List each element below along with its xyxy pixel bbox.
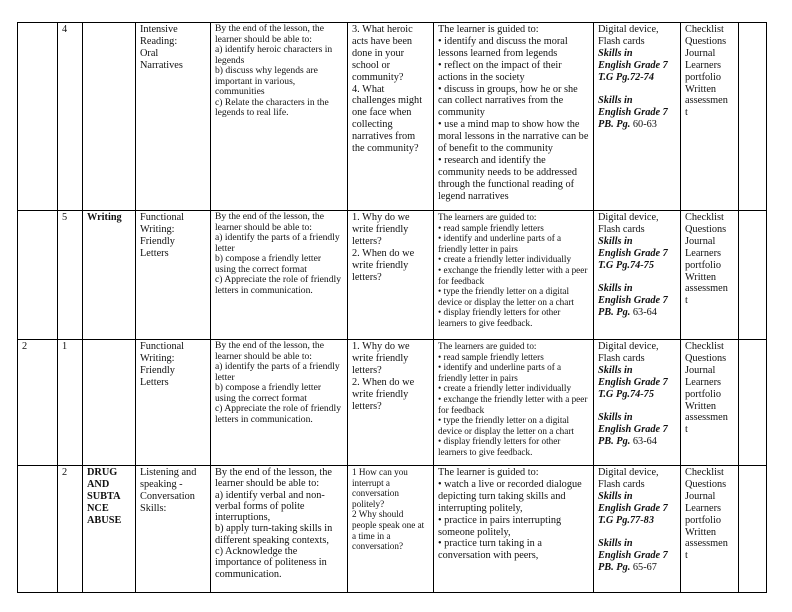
scheme-of-work-table xyxy=(17,22,767,593)
lesson-cell: 4 xyxy=(58,23,83,211)
week-cell xyxy=(18,23,58,211)
week-cell: 2 xyxy=(18,340,58,466)
table-row xyxy=(18,23,767,211)
week-cell xyxy=(18,466,58,593)
learning-experiences-cell: The learners are guided to: • read sample friendly letters • identify and underline parts of a friendly letter in pairs • create a friendly letter individually • exchange the friendly letter with a peer for feedback • type the friendly letter on a digital device or display the letter on a chart • display friendly letters for other learners to give feedback. xyxy=(434,340,594,466)
resource-text: 60-63 xyxy=(630,119,657,131)
sub-strand-cell: Intensive Reading: Oral Narratives xyxy=(136,23,211,211)
resources-cell xyxy=(594,23,681,211)
strand-cell: DRUG AND SUBTA NCE ABUSE xyxy=(83,466,136,593)
resources-cell xyxy=(594,340,681,466)
strand-cell: Writing xyxy=(83,211,136,340)
reflection-cell xyxy=(739,211,767,340)
sub-strand-cell: Functional Writing: Friendly Letters xyxy=(136,211,211,340)
resource-text: Skills in English Grade 7 T.G Pg.74-75 xyxy=(598,235,668,271)
resource-text: Skills in English Grade 7 T.G Pg.72-74 xyxy=(598,47,668,83)
inquiry-questions-cell: 3. What heroic acts have been done in your school or community? 4. What challenges might one face when collecting narratives from the community? xyxy=(348,23,434,211)
assessment-cell: Checklist Questions Journal Learners portfolio Written assessmen t xyxy=(681,466,739,593)
learning-experiences-cell: The learners are guided to: • read sample friendly letters • identify and underline parts of a friendly letter in pairs • create a friendly letter individually • exchange the friendly letter with a peer for feedback • type the friendly letter on a digital device or display the letter on a chart • display friendly letters for other learners to give feedback. xyxy=(434,211,594,340)
resource-text: Skills in English Grade 7 T.G Pg.77-83 xyxy=(598,490,668,526)
strand-cell xyxy=(83,340,136,466)
resource-text: 63-64 xyxy=(630,436,657,448)
inquiry-questions-cell: 1. Why do we write friendly letters? 2. When do we write friendly letters? xyxy=(348,340,434,466)
learning-experiences-cell: The learner is guided to: • identify and discuss the moral lessons learned from legends • reflect on the impact of their actions in the society • discuss in groups, how he or she can collect narratives from the community • use a mind map to show how the moral lessons in the narrative can be of benefit to the community • research and identify the community needs to be addressed through the functional reading of legend narratives xyxy=(434,23,594,211)
learning-outcomes-cell: By the end of the lesson, the learner should be able to: a) identify heroic characters in legends b) discuss why legends are important in various, communities c) Relate the characters in the legends to real life. xyxy=(211,23,348,211)
lesson-cell: 2 xyxy=(58,466,83,593)
table-row xyxy=(18,340,767,466)
assessment-cell: Checklist Questions Journal Learners portfolio Written assessmen t xyxy=(681,211,739,340)
learning-outcomes-cell: By the end of the lesson, the learner should be able to: a) identify the parts of a friendly letter b) compose a friendly letter using the correct format c) Appreciate the role of friendly letters in communication. xyxy=(211,211,348,340)
resource-text: Skills in English Grade 7 T.G Pg.74-75 xyxy=(598,364,668,400)
reflection-cell xyxy=(739,340,767,466)
table-row xyxy=(18,466,767,593)
resource-text: Skills in English Grade 7 PB. Pg. xyxy=(598,95,668,131)
resource-text: Digital device, Flash cards xyxy=(598,467,659,490)
week-cell xyxy=(18,211,58,340)
assessment-cell: Checklist Questions Journal Learners portfolio Written assessmen t xyxy=(681,23,739,211)
learning-outcomes-cell: By the end of the lesson, the learner should be able to: a) identify the parts of a friendly letter b) compose a friendly letter using the correct format c) Appreciate the role of friendly letters in communication. xyxy=(211,340,348,466)
resources-cell xyxy=(594,211,681,340)
lesson-cell: 1 xyxy=(58,340,83,466)
resources-cell xyxy=(594,466,681,593)
resource-text: Digital device, Flash cards xyxy=(598,24,659,47)
resource-text: Digital device, Flash cards xyxy=(598,212,659,235)
lesson-cell: 5 xyxy=(58,211,83,340)
reflection-cell xyxy=(739,466,767,593)
sub-strand-cell: Functional Writing: Friendly Letters xyxy=(136,340,211,466)
resource-text: Skills in English Grade 7 PB. Pg. xyxy=(598,538,668,574)
sub-strand-cell: Listening and speaking - Conversation Skills: xyxy=(136,466,211,593)
resource-text: Skills in English Grade 7 PB. Pg. xyxy=(598,283,668,319)
resource-text: 63-64 xyxy=(630,307,657,319)
table-row xyxy=(18,211,767,340)
learning-experiences-cell: The learner is guided to: • watch a live or recorded dialogue depicting turn taking skills and interrupting politely, • practice in pairs interrupting someone politely, • practice turn taking in a conversation with peers, xyxy=(434,466,594,593)
resource-text: 65-67 xyxy=(630,562,657,574)
assessment-cell: Checklist Questions Journal Learners portfolio Written assessmen t xyxy=(681,340,739,466)
learning-outcomes-cell: By the end of the lesson, the learner should be able to: a) identify verbal and non-verbal forms of polite interruptions, b) apply turn-taking skills in different speaking contexts, c) Acknowledge the importance of politeness in communication. xyxy=(211,466,348,593)
inquiry-questions-cell: 1 How can you interrupt a conversation politely? 2 Why should people speak one at a time in a conversation? xyxy=(348,466,434,593)
reflection-cell xyxy=(739,23,767,211)
inquiry-questions-cell: 1. Why do we write friendly letters? 2. When do we write friendly letters? xyxy=(348,211,434,340)
strand-cell xyxy=(83,23,136,211)
resource-text: Digital device, Flash cards xyxy=(598,341,659,364)
resource-text: Skills in English Grade 7 PB. Pg. xyxy=(598,412,668,448)
